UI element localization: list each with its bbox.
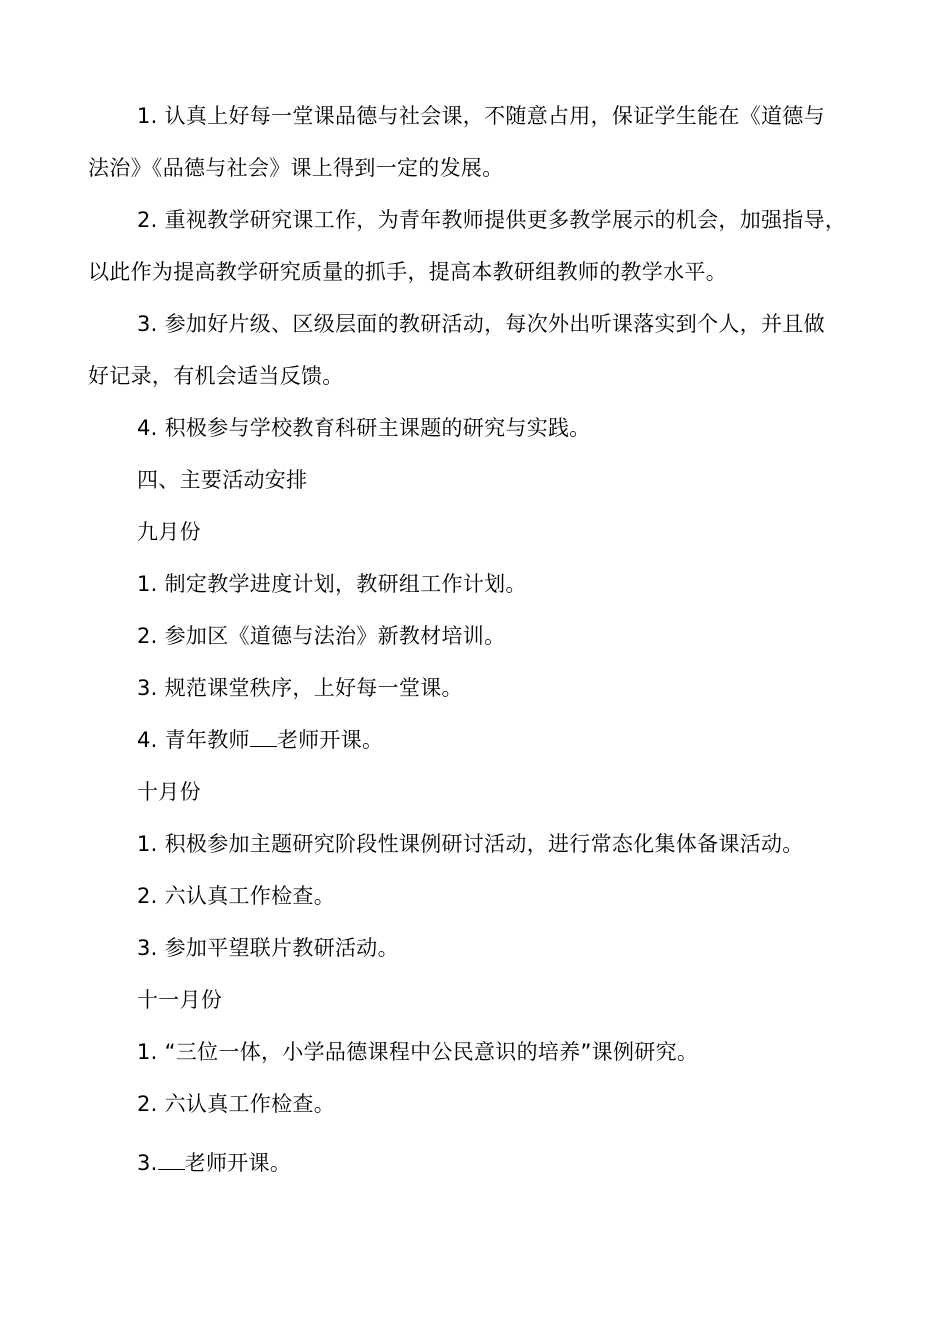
- november-item-3-after: 老师开课。: [184, 1151, 292, 1175]
- paragraph-2-line-1: 2. 重视教学研究课工作，为青年教师提供更多教学展示的机会，加强指导，: [137, 208, 847, 232]
- fill-in-blank: [250, 726, 277, 747]
- november-item-2: 2. 六认真工作检查。: [137, 1092, 336, 1116]
- september-item-4-before: 4. 青年教师: [137, 728, 250, 752]
- paragraph-4: 4. 积极参与学校教育科研主课题的研究与实践。: [137, 416, 591, 440]
- september-item-2: 2. 参加区《道德与法治》新教材培训。: [137, 624, 506, 648]
- paragraph-3-line-1: 3. 参加好片级、区级层面的教研活动，每次外出听课落实到个人，并且做: [137, 312, 825, 336]
- september-item-4: [137, 725, 383, 755]
- september-item-4-after: 老师开课。: [276, 728, 384, 752]
- paragraph-1-line-1: 1. 认真上好每一堂课品德与社会课，不随意占用，保证学生能在《道德与: [137, 104, 825, 128]
- october-item-3: 3. 参加平望联片教研活动。: [137, 936, 399, 960]
- september-heading: 九月份: [137, 520, 201, 544]
- paragraph-1-line-2: 法治》《品德与社会》课上得到一定的发展。: [88, 156, 504, 180]
- november-item-3-before: 3.: [137, 1151, 158, 1175]
- november-item-3: [137, 1148, 291, 1178]
- september-item-1: 1. 制定教学进度计划，教研组工作计划。: [137, 572, 527, 596]
- section-heading: 四、主要活动安排: [137, 468, 308, 492]
- november-item-1: 1. “三位一体，小学品德课程中公民意识的培养”课例研究。: [137, 1040, 699, 1064]
- october-heading: 十月份: [137, 780, 201, 804]
- october-item-1: 1. 积极参加主题研究阶段性课例研讨活动，进行常态化集体备课活动。: [137, 832, 804, 856]
- october-item-2: 2. 六认真工作检查。: [137, 884, 336, 908]
- paragraph-2-line-2: 以此作为提高教学研究质量的抓手，提高本教研组教师的教学水平。: [88, 260, 727, 284]
- november-heading: 十一月份: [137, 988, 223, 1012]
- paragraph-3-line-2: 好记录，有机会适当反馈。: [88, 364, 344, 388]
- fill-in-blank: [158, 1149, 185, 1170]
- september-item-3: 3. 规范课堂秩序，上好每一堂课。: [137, 676, 463, 700]
